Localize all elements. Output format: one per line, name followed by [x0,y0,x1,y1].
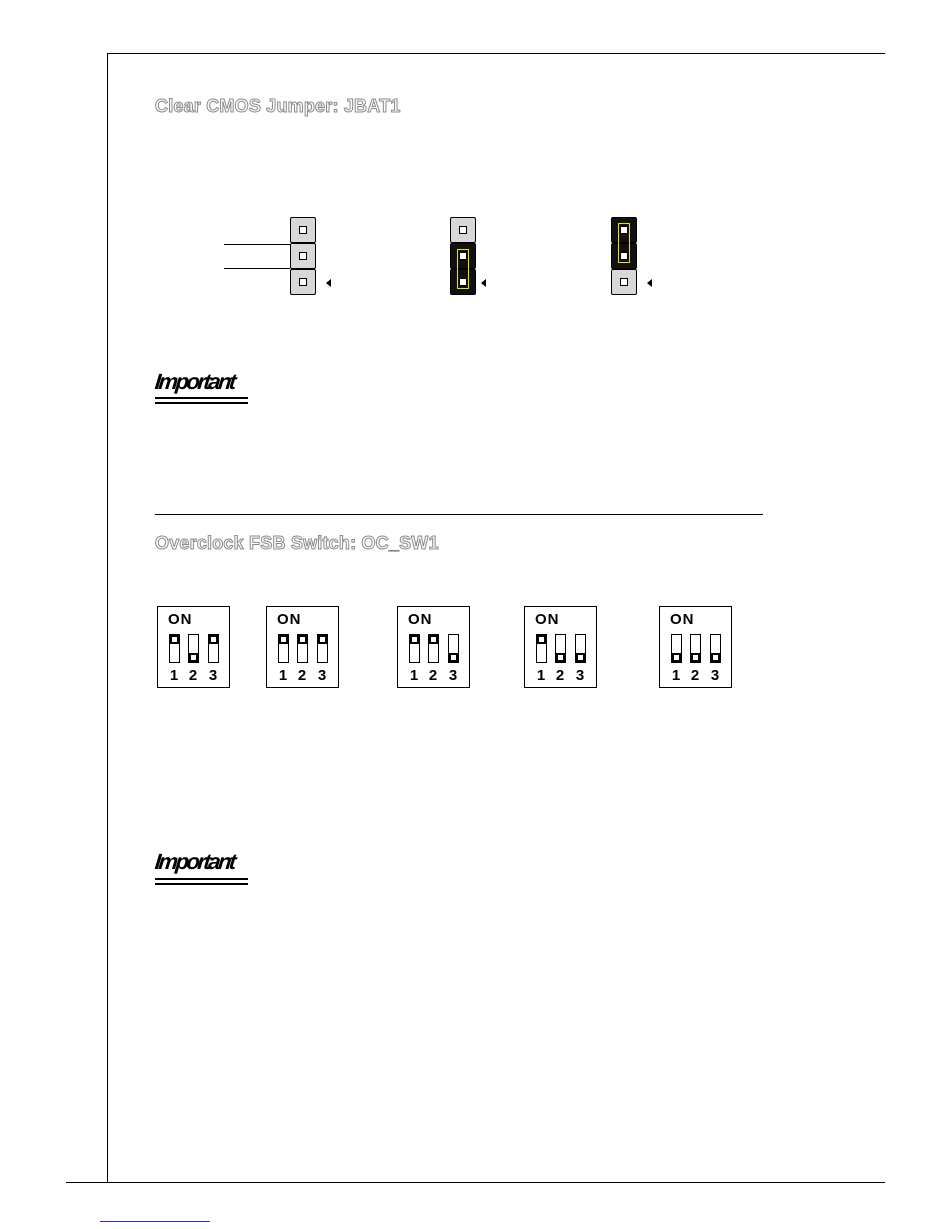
dip-switch-slot [409,634,420,663]
dip-switch-knob-on [429,635,438,644]
dip-switch-slot [278,634,289,663]
dip-switch-number: 2 [188,667,198,684]
dip-switch-knob-off [556,653,565,662]
dip-switch-knob-off [672,653,681,662]
dip-switch-knob-off [691,653,700,662]
important-notice-heading: Important [153,369,236,394]
dip-switch-knob-on [410,635,419,644]
dip-switch-5 [659,606,732,688]
dip-switch-slot [208,634,219,663]
dip-switch-number: 3 [208,667,218,684]
dip-on-label: ON [535,611,560,628]
dip-on-label: ON [408,611,433,628]
dip-switch-slot [317,634,328,663]
dip-switch-slot [448,634,459,663]
oc-sw1-section-title: Overclock FSB Switch: OC_SW1 [155,533,439,553]
dip-switch-number: 3 [448,667,458,684]
dip-switch-knob-off [576,653,585,662]
dip-switch-knob-off [449,653,458,662]
dip-switch-number: 1 [169,667,179,684]
pin1-marker-icon [647,279,652,287]
dip-switch-knob-on [170,635,179,644]
jumper-leader-line-1 [224,244,290,245]
dip-switch-slot [297,634,308,663]
dip-switch-slot [575,634,586,663]
dip-switch-knob-off [711,653,720,662]
dip-switch-number: 1 [409,667,419,684]
dip-switch-2 [266,606,339,688]
dip-switch-knob-on [298,635,307,644]
jbat1-section-title: Clear CMOS Jumper: JBAT1 [155,96,401,116]
pin1-marker-icon [481,279,486,287]
jumper-cap [457,249,469,289]
dip-switch-number: 2 [428,667,438,684]
important-notice-heading: Important [153,849,236,874]
dip-switch-number: 2 [297,667,307,684]
footer-link-underline [100,1221,210,1222]
page-bottom-rule [66,1182,885,1183]
important-rule [155,402,248,404]
dip-switch-knob-on [537,635,546,644]
dip-switch-slot [555,634,566,663]
dip-switch-knob-on [318,635,327,644]
dip-switch-slot [169,634,180,663]
dip-on-label: ON [670,611,695,628]
important-rule [155,397,248,399]
jumper-leader-line-2 [224,268,290,269]
important-rule [155,883,248,885]
dip-switch-number: 3 [710,667,720,684]
dip-switch-knob-off [189,653,198,662]
dip-switch-slot [536,634,547,663]
dip-switch-number: 2 [555,667,565,684]
dip-switch-number: 1 [671,667,681,684]
dip-switch-slot [690,634,701,663]
page-left-rule [107,53,108,1183]
jumper-pin [611,269,637,295]
dip-switch-knob-on [209,635,218,644]
jumper-pin [290,269,316,295]
dip-switch-number: 3 [575,667,585,684]
dip-switch-slot [188,634,199,663]
dip-switch-4 [524,606,597,688]
pin1-marker-icon [326,279,331,287]
dip-switch-number: 1 [278,667,288,684]
dip-switch-1 [157,606,230,688]
section-divider [155,514,763,515]
dip-switch-number: 2 [690,667,700,684]
dip-switch-knob-on [279,635,288,644]
dip-switch-3 [397,606,470,688]
dip-switch-slot [428,634,439,663]
jumper-cap [618,223,630,263]
dip-switch-slot [710,634,721,663]
jumper-pin [290,243,316,269]
dip-switch-slot [671,634,682,663]
dip-switch-number: 3 [317,667,327,684]
dip-on-label: ON [168,611,193,628]
dip-on-label: ON [277,611,302,628]
important-rule [155,878,248,880]
page-top-rule [108,53,885,54]
jumper-pin [290,217,316,243]
jumper-pin [450,217,476,243]
dip-switch-number: 1 [536,667,546,684]
